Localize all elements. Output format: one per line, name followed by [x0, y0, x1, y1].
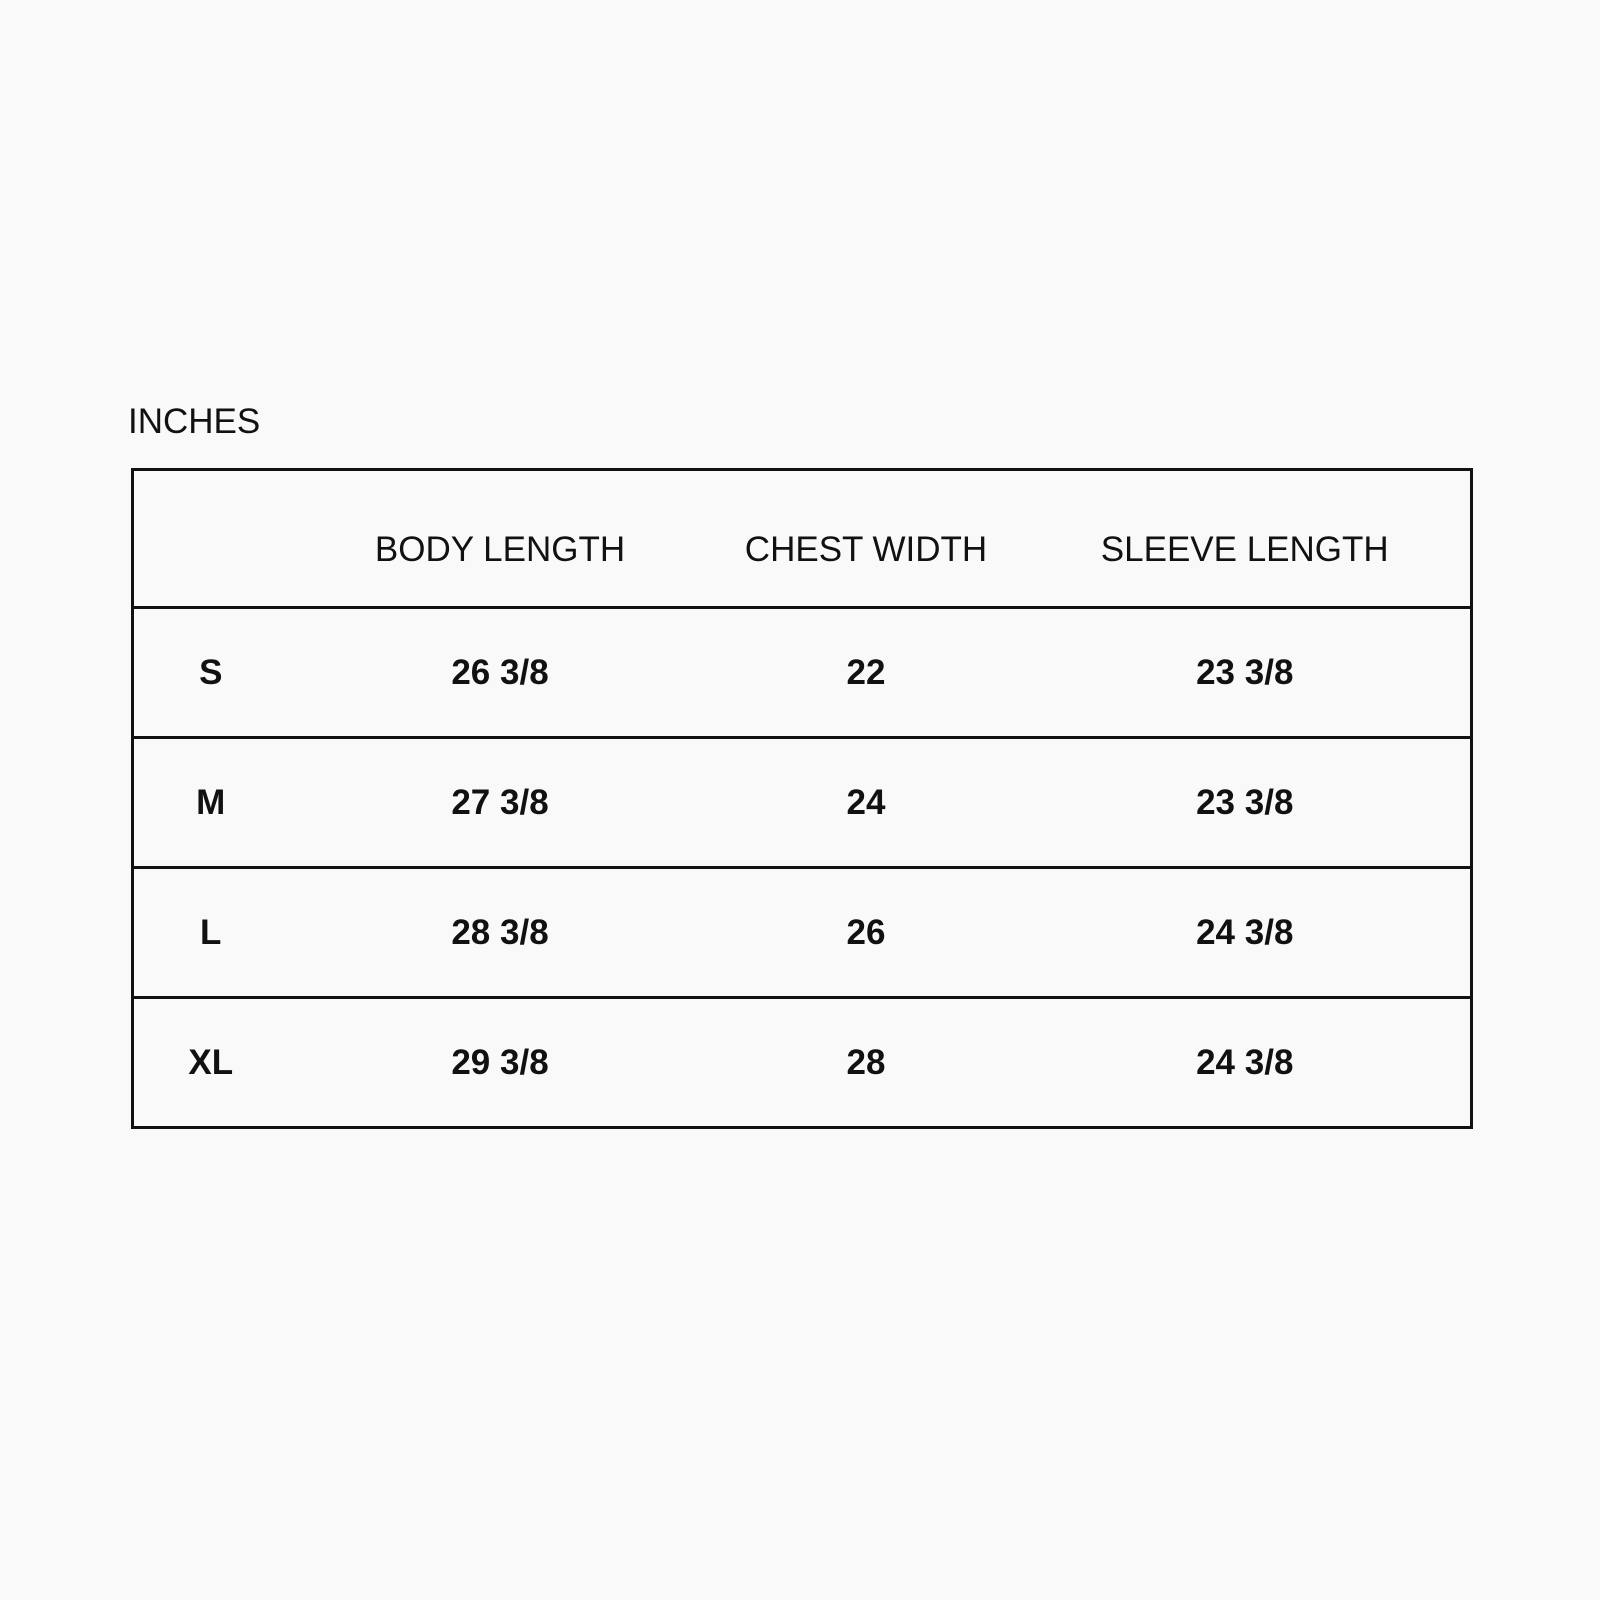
table-row [133, 738, 1472, 868]
chest-width-cell: 24 [846, 782, 886, 822]
table-row [133, 608, 1472, 738]
size-cell: L [200, 912, 222, 952]
chest-width-cell: 28 [846, 1042, 886, 1082]
table-header-row [133, 470, 1472, 608]
chest-width-cell: 22 [846, 652, 886, 692]
size-chart-table [131, 468, 1473, 1129]
header-chest-width: CHEST WIDTH [713, 470, 1020, 608]
sleeve-length-cell: 23 3/8 [1196, 652, 1294, 692]
sleeve-length-cell: 24 3/8 [1196, 1042, 1294, 1082]
table-row [133, 998, 1472, 1128]
header-body-length: BODY LENGTH [288, 470, 713, 608]
body-length-cell: 27 3/8 [451, 782, 549, 822]
sleeve-length-cell: 24 3/8 [1196, 912, 1294, 952]
header-size [133, 470, 288, 608]
size-cell: XL [188, 1042, 234, 1082]
size-cell: S [199, 652, 223, 692]
body-length-cell: 26 3/8 [451, 652, 549, 692]
chest-width-cell: 26 [846, 912, 886, 952]
size-cell: M [196, 782, 226, 822]
unit-label: INCHES [128, 402, 261, 441]
body-length-cell: 28 3/8 [451, 912, 549, 952]
body-length-cell: 29 3/8 [451, 1042, 549, 1082]
header-sleeve-length: SLEEVE LENGTH [1020, 470, 1472, 608]
table-row [133, 868, 1472, 998]
sleeve-length-cell: 23 3/8 [1196, 782, 1294, 822]
